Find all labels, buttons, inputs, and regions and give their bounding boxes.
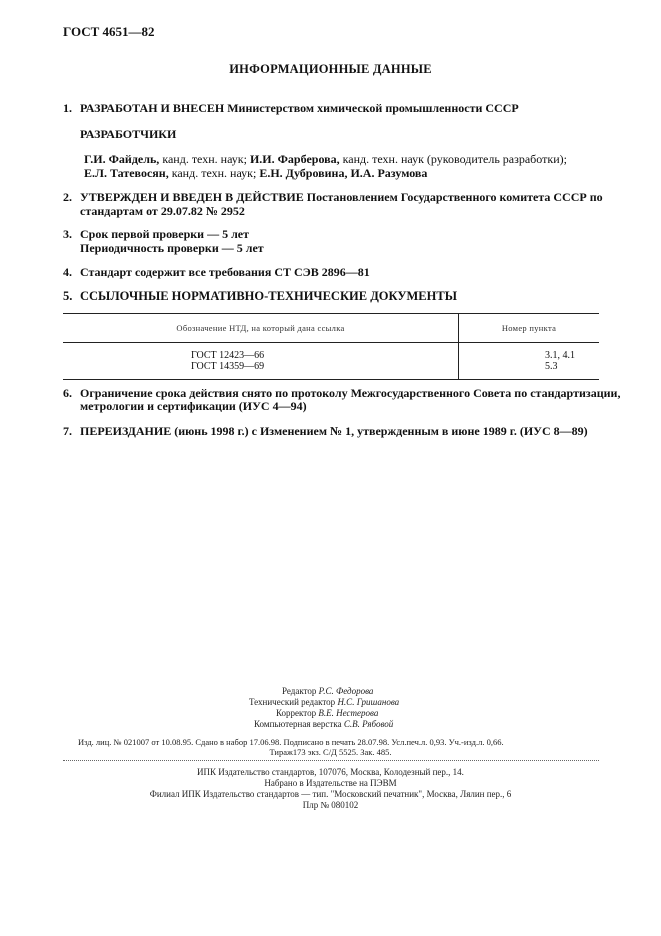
developers-line-1 <box>84 152 567 167</box>
section-number: 4. <box>63 265 72 279</box>
section-4 <box>63 265 370 280</box>
section-6-continuation: метрологии и сертификации (ИУС 4—94) <box>80 399 307 413</box>
editor-credit: Редактор Р.С. Федорова <box>282 686 374 696</box>
printing-house: Филиал ИПК Издательство стандартов — тип. "Московский печатник", Москва, Лялин пер., 6 <box>149 789 512 799</box>
section-number: 1. <box>63 101 72 115</box>
section-number: 5. <box>63 289 73 303</box>
developers-heading: РАЗРАБОТЧИКИ <box>80 127 177 141</box>
column-header-document: Обозначение НТД, на который дана ссылка <box>63 314 459 343</box>
developer-title: канд. техн. наук; <box>159 152 250 166</box>
section-text: УТВЕРЖДЕН И ВВЕДЕН В ДЕЙСТВИЕ Постановлением Государственного комитета СССР по <box>80 190 603 204</box>
page-title: ИНФОРМАЦИОННЫЕ ДАННЫЕ <box>229 62 432 76</box>
section-1 <box>63 101 519 116</box>
section-text: ПЕРЕИЗДАНИЕ (июнь 1998 г.) с Изменением № 1, утвержденным в июне 1989 г. (ИУС 8—89) <box>80 424 588 438</box>
section-number: 3. <box>63 227 72 241</box>
divider <box>63 760 599 761</box>
section-text: РАЗРАБОТАН И ВНЕСЕН Министерством химической промышленности СССР <box>80 101 519 115</box>
publisher-address: ИПК Издательство стандартов, 107076, Москва, Колодезный пер., 14. <box>197 767 464 777</box>
section-2 <box>63 190 603 205</box>
tech-editor-credit: Технический редактор Н.С. Гришанова <box>249 697 400 707</box>
document-designation: ГОСТ 12423—66 <box>191 350 265 361</box>
item-cell <box>459 343 600 380</box>
section-number: 6. <box>63 386 72 400</box>
developers-line-2 <box>84 166 427 181</box>
corrector-credit: Корректор В.Е. Нестерова <box>276 708 379 718</box>
table-row <box>63 343 599 380</box>
section-2-continuation: стандартам от 29.07.82 № 2952 <box>80 204 245 218</box>
table-header-row <box>63 314 599 343</box>
developer-name: Г.И. Файдель, <box>84 152 160 166</box>
column-header-item: Номер пункта <box>459 314 600 343</box>
developer-title: канд. техн. наук (руководитель разработки); <box>339 152 567 166</box>
section-number: 7. <box>63 424 72 438</box>
section-3-continuation: Периодичность проверки — 5 лет <box>80 241 264 255</box>
developer-name: И.И. Фарберова, <box>249 152 340 166</box>
section-text: Стандарт содержит все требования СТ СЭВ 2896—81 <box>80 265 370 279</box>
developer-name: Е.Л. Татевосян, <box>84 166 169 180</box>
developer-title: канд. техн. наук; <box>168 166 260 180</box>
references-table <box>63 313 599 380</box>
print-run-details: Тираж173 экз. С/Д 5525. Зак. 485. <box>269 747 392 757</box>
section-7 <box>63 424 588 439</box>
item-number: 3.1, 4.1 <box>545 350 575 361</box>
developer-name: Е.Н. Дубровина, И.А. Разумова <box>259 166 428 180</box>
document-cell <box>63 343 459 380</box>
standard-code: ГОСТ 4651—82 <box>63 24 155 39</box>
item-number: 5.3 <box>545 361 558 372</box>
license-number: Плр № 080102 <box>302 800 359 810</box>
section-5 <box>63 289 457 304</box>
publishing-details: Изд. лиц. № 021007 от 10.08.95. Сдано в набор 17.06.98. Подписано в печать 28.07.98. Усл.печ.л. 0,93. Уч.-изд.л. 0,66. <box>78 737 504 747</box>
section-3 <box>63 227 249 242</box>
layout-credit: Компьютерная верстка С.В. Рябовой <box>254 719 394 729</box>
document-designation: ГОСТ 14359—69 <box>191 361 265 372</box>
section-text: Ограничение срока действия снято по протоколу Межгосударственного Совета по стандартизации, <box>80 386 621 400</box>
section-text: Срок первой проверки — 5 лет <box>80 227 250 241</box>
section-number: 2. <box>63 190 72 204</box>
typeset-note: Набрано в Издательстве на ПЭВМ <box>264 778 397 788</box>
section-text: ССЫЛОЧНЫЕ НОРМАТИВНО-ТЕХНИЧЕСКИЕ ДОКУМЕНТЫ <box>80 289 457 303</box>
